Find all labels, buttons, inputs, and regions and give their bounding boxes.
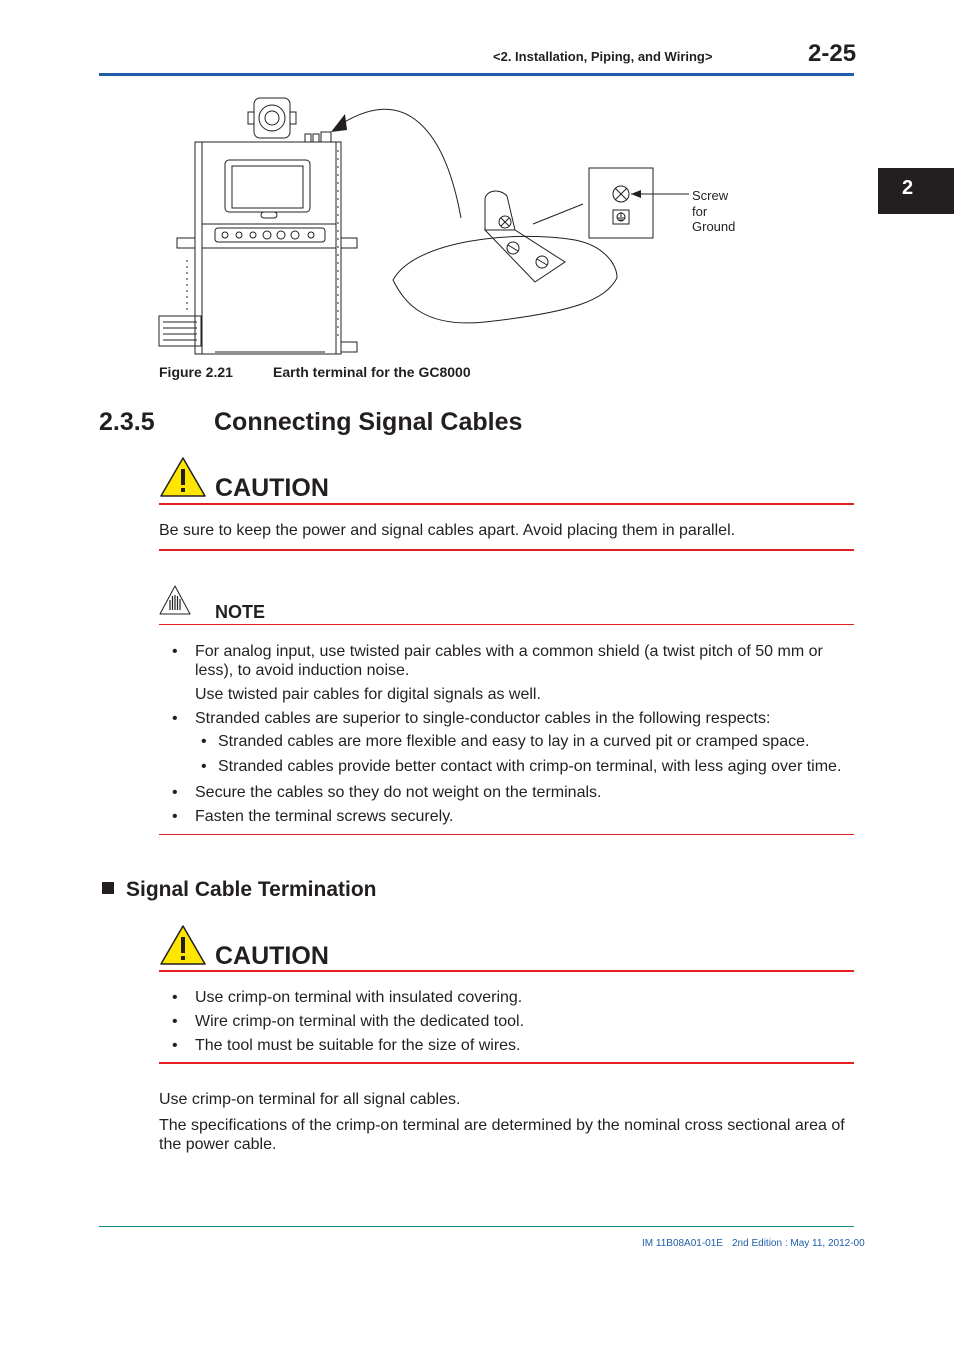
subsection-title: Signal Cable Termination [126,878,377,901]
note-item: Secure the cables so they do not weight on the terminals. [195,784,602,801]
caution-title: CAUTION [215,474,329,502]
callout-line: for [692,203,708,219]
earth-terminal-figure [155,90,755,360]
figure-title: Earth terminal for the GC8000 [273,364,471,380]
section-number: 2.3.5 [99,408,155,436]
caution-item: Wire crimp-on terminal with the dedicated tool. [195,1013,525,1030]
caution-item: Use crimp-on terminal with insulated covering. [195,989,523,1006]
note-subitem: Stranded cables provide better contact with crimp-on terminal, with less aging over time. [218,758,842,775]
note-item-subtext: Use twisted pair cables for digital signals as well. [195,686,541,703]
bullet-dot: • [172,989,178,1006]
bullet-dot: • [172,808,178,825]
footer-edition: 2nd Edition : May 11, 2012-00 [732,1238,865,1249]
note-subitem: Stranded cables are more flexible and easy to lay in a curved pit or cramped space. [218,733,810,750]
subsection-heading [102,878,376,902]
caution-top-rule [159,503,854,505]
section-title: Connecting Signal Cables [214,408,523,436]
section-heading [99,408,523,437]
square-bullet-icon [102,882,114,894]
bullet-dot: • [172,710,178,727]
running-header: <2. Installation, Piping, and Wiring> [493,49,713,64]
note-item-continuation: less), to avoid induction noise. [195,662,410,679]
sub-bullet-dot: • [201,758,207,775]
callout-line: Ground [692,219,736,234]
body-paragraph: Use crimp-on terminal for all signal cables. [159,1091,461,1108]
note-item: Fasten the terminal screws securely. [195,808,454,825]
body-paragraph-continuation: the power cable. [159,1136,277,1153]
bullet-dot: • [172,643,178,660]
figure-label: Figure 2.21 [159,364,233,380]
body-paragraph: The specifications of the crimp-on terminal are determined by the nominal cross sectional area of [159,1117,845,1134]
warning-triangle-icon [159,924,207,966]
callout-screw-for-ground [692,188,735,235]
note-item: Stranded cables are superior to single-conductor cables in the following respects: [195,710,771,727]
warning-triangle-icon [159,456,207,498]
chapter-tab: 2 [878,168,954,214]
footer-rule [99,1226,854,1227]
figure-caption [159,364,471,380]
hand-stop-icon [159,585,191,615]
sub-bullet-dot: • [201,733,207,750]
caution-item: The tool must be suitable for the size of wires. [195,1037,521,1054]
caution-text: Be sure to keep the power and signal cables apart. Avoid placing them in parallel. [159,522,736,539]
bullet-dot: • [172,1013,178,1030]
caution-top-rule [159,970,854,972]
caution-title: CAUTION [215,942,329,970]
header-rule [99,73,854,76]
callout-line: Screw [692,188,729,203]
caution-bottom-rule [159,549,854,551]
note-top-rule [159,624,854,625]
note-item: For analog input, use twisted pair cables with a common shield (a twist pitch of 50 mm or [195,643,823,660]
bullet-dot: • [172,1037,178,1054]
note-title: NOTE [215,602,266,622]
caution-bottom-rule [159,1062,854,1064]
footer-doc-number: IM 11B08A01-01E [642,1238,723,1249]
page-number: 2-25 [808,40,857,67]
note-bottom-rule [159,834,854,835]
bullet-dot: • [172,784,178,801]
